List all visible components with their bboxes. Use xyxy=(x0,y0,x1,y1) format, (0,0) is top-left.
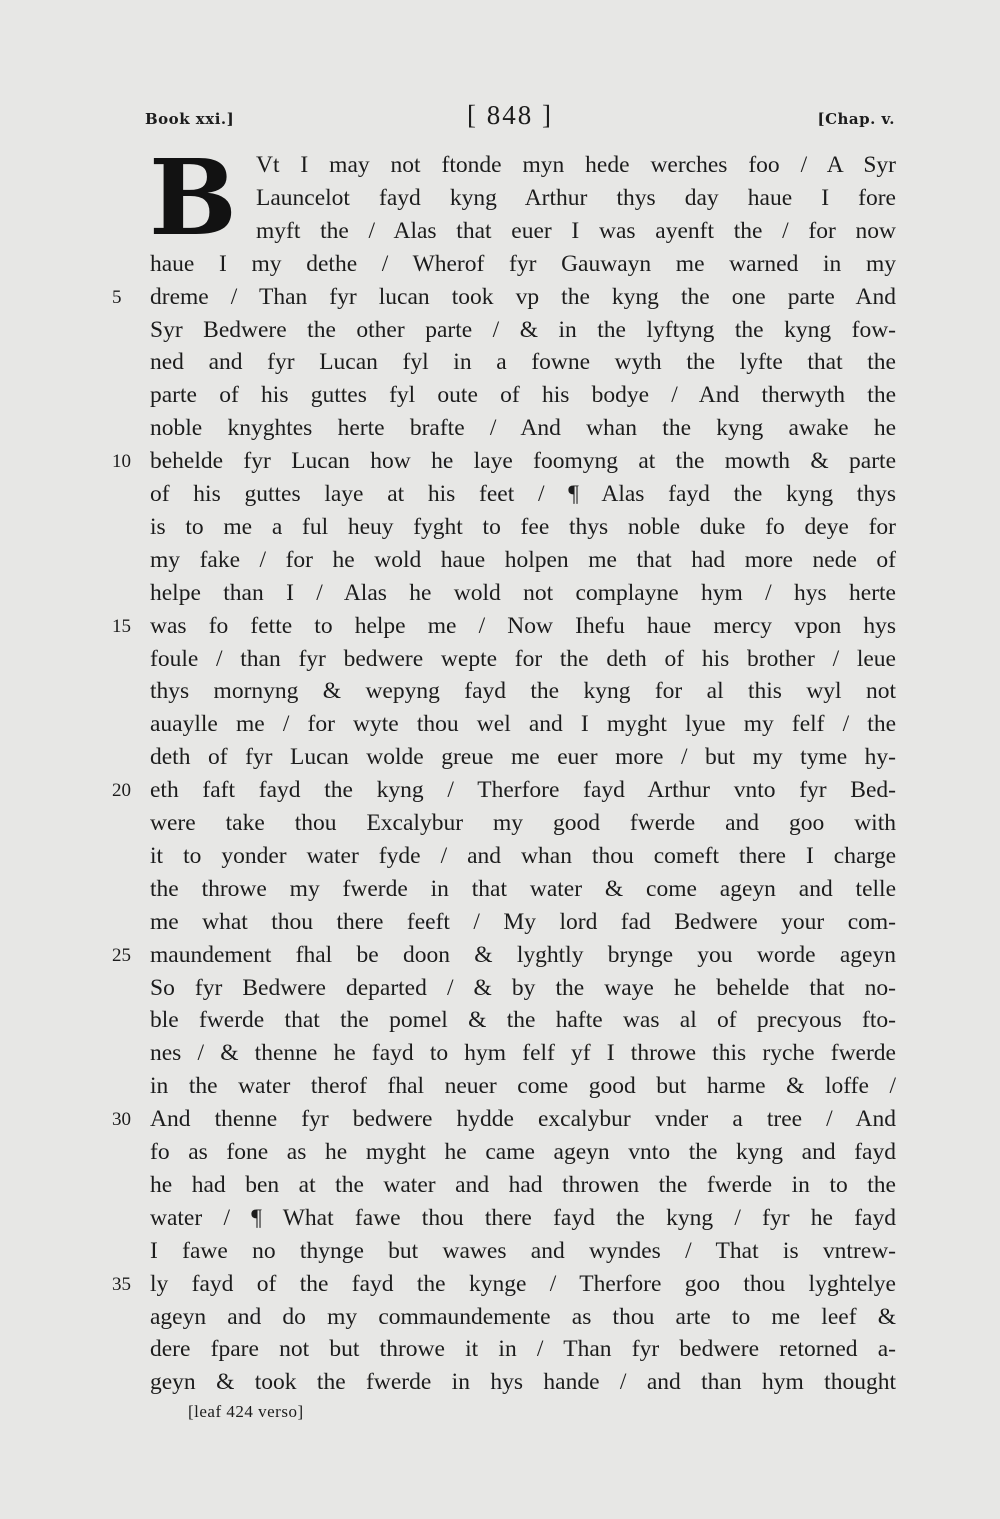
line-text: noble knyghtes herte brafte / And whan the kyng awake he xyxy=(150,415,896,442)
line-text: in the water therof fhal neuer come good but harme & loffe / xyxy=(150,1073,896,1100)
line-text: dere fpare not but throwe it in / Than fyr bedwere retorned a- xyxy=(150,1336,896,1363)
line-text: me what thou there feeft / My lord fad Bedwere your com- xyxy=(150,908,896,935)
line-text: eth faft fayd the kyng / Therfore fayd Arthur vnto fyr Bed- xyxy=(150,777,896,804)
line-text: maundement fhal be doon & lyghtly brynge you worde ageyn xyxy=(150,941,896,968)
line-number: 10 xyxy=(112,451,131,473)
line-text: So fyr Bedwere departed / & by the waye he behelde that no- xyxy=(150,974,896,1001)
book-label: Book xxi.] xyxy=(145,110,235,128)
line-text: behelde fyr Lucan how he laye foomyng at the mowth & parte xyxy=(150,448,896,475)
text-line xyxy=(0,708,1000,741)
line-text: fo as fone as he myght he came ageyn vnto the kyng and fayd xyxy=(150,1139,896,1165)
text-line xyxy=(0,939,1000,972)
text-line xyxy=(0,1301,1000,1334)
text-line xyxy=(0,741,1000,774)
line-text: And thenne fyr bedwere hydde excalybur vnder a tree / And xyxy=(150,1106,896,1133)
text-line xyxy=(0,182,1000,215)
text-line xyxy=(0,675,1000,708)
text-line xyxy=(0,643,1000,676)
text-line xyxy=(0,1333,1000,1366)
line-number: 25 xyxy=(112,944,131,966)
text-line xyxy=(0,379,1000,412)
text-line xyxy=(0,1235,1000,1268)
line-text: it to yonder water fyde / and whan thou comeft there I charge xyxy=(150,842,896,869)
line-text: Syr Bedwere the other parte / & in the lyftyng the kyng fow- xyxy=(150,316,896,343)
line-text: haue I my dethe / Wherof fyr Gauwayn me warned in my xyxy=(150,250,896,277)
text-line xyxy=(0,1169,1000,1202)
text-line xyxy=(0,1070,1000,1103)
line-text: ned and fyr Lucan fyl in a fowne wyth the lyfte that the xyxy=(150,349,896,376)
line-text: is to me a ful heuy fyght to fee thys noble duke fo deye for xyxy=(150,513,896,540)
line-text: of his guttes laye at his feet / ¶ Alas fayd the kyng thys xyxy=(150,481,896,507)
text-line xyxy=(0,577,1000,610)
line-text: ly fayd of the fayd the kynge / Therfore goo thou lyghtelye xyxy=(150,1270,896,1297)
text-line xyxy=(0,478,1000,511)
text-line xyxy=(0,610,1000,643)
line-number: 20 xyxy=(112,780,131,802)
text-line xyxy=(0,807,1000,840)
line-text: auaylle me / for wyte thou wel and I myght lyue my felf / the xyxy=(150,711,896,738)
text-line xyxy=(0,840,1000,873)
text-line xyxy=(0,544,1000,577)
line-text: geyn & took the fwerde in hys hande / and than hym thought xyxy=(150,1369,896,1396)
line-text: foule / than fyr bedwere wepte for the deth of his brother / leue xyxy=(150,645,896,672)
text-line xyxy=(0,873,1000,906)
text-line xyxy=(0,1366,1000,1399)
line-text: my fake / for he wold haue holpen me that had more nede of xyxy=(150,546,896,573)
leaf-note: [leaf 424 verso] xyxy=(188,1402,304,1421)
line-text: myft the / Alas that euer I was ayenft the / for now xyxy=(256,217,896,244)
line-text: helpe than I / Alas he wold not complayne hym / hys herte xyxy=(150,579,896,606)
text-line xyxy=(0,774,1000,807)
text-line xyxy=(0,1268,1000,1301)
line-text: was fo fette to helpe me / Now Ihefu haue mercy vpon hys xyxy=(150,612,896,639)
line-number: 30 xyxy=(112,1109,131,1131)
drop-cap-initial: B xyxy=(149,136,237,259)
text-line xyxy=(0,445,1000,478)
text-line xyxy=(0,346,1000,379)
line-text: the throwe my fwerde in that water & come ageyn and telle xyxy=(150,875,896,902)
page-number: [ 848 ] xyxy=(467,100,553,130)
text-line xyxy=(0,511,1000,544)
text-line xyxy=(0,215,1000,248)
line-number: 35 xyxy=(112,1273,131,1295)
line-text: thys mornyng & wepyng fayd the kyng for al this wyl not xyxy=(150,678,896,705)
line-text: Launcelot fayd kyng Arthur thys day haue I fore xyxy=(256,184,896,211)
chapter-label: [Chap. v. xyxy=(817,110,895,128)
text-line xyxy=(0,412,1000,445)
line-text: water / ¶ What fawe thou there fayd the kyng / fyr he fayd xyxy=(150,1204,896,1231)
text-line xyxy=(0,972,1000,1005)
line-text: I fawe no thynge but wawes and wyndes / That is vntrew- xyxy=(150,1237,896,1264)
line-text: Vt I may not ftonde myn hede werches foo / A Syr xyxy=(256,152,896,178)
text-line xyxy=(0,314,1000,347)
line-text: ble fwerde that the pomel & the hafte was al of precyous fto- xyxy=(150,1007,896,1034)
running-header xyxy=(145,100,895,136)
text-line xyxy=(0,281,1000,314)
line-text: deth of fyr Lucan wolde greue me euer more / but my tyme hy- xyxy=(150,744,896,771)
text-line xyxy=(0,1202,1000,1235)
text-line xyxy=(0,1136,1000,1169)
text-line xyxy=(0,149,1000,182)
line-text: were take thou Excalybur my good fwerde and goo with xyxy=(150,810,896,836)
line-text: parte of his guttes fyl oute of his bodye / And therwyth the xyxy=(150,382,896,409)
text-line xyxy=(0,1037,1000,1070)
line-text: nes / & thenne he fayd to hym felf yf I throwe this ryche fwerde xyxy=(150,1040,896,1067)
line-text: he had ben at the water and had throwen the fwerde in to the xyxy=(150,1171,896,1198)
text-line xyxy=(0,248,1000,281)
text-line xyxy=(0,906,1000,939)
text-line xyxy=(0,1103,1000,1136)
line-text: dreme / Than fyr lucan took vp the kyng the one parte And xyxy=(150,283,896,310)
line-number: 15 xyxy=(112,615,131,637)
line-text: ageyn and do my commaundemente as thou arte to me leef & xyxy=(150,1303,896,1330)
text-line xyxy=(0,1004,1000,1037)
line-number: 5 xyxy=(112,286,122,308)
